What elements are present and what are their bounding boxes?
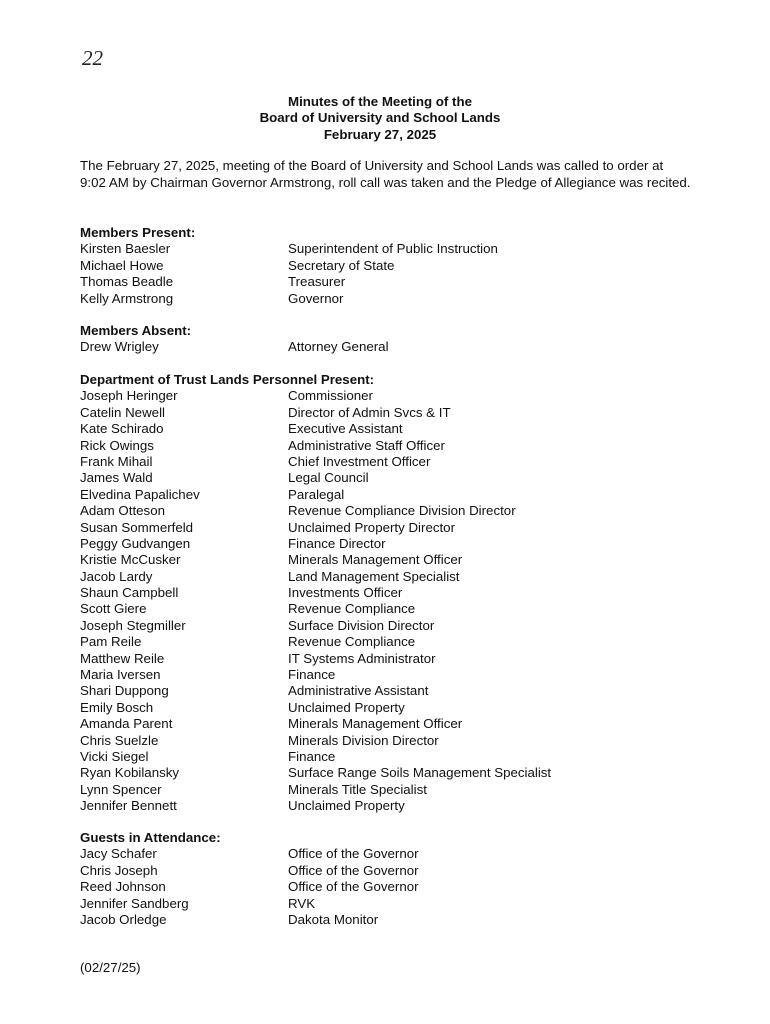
attendee-role: Finance [288,667,336,683]
attendee-name: Pam Reile [80,634,142,650]
attendee-row [80,667,720,683]
attendee-row [80,241,720,257]
attendee-name: James Wald [80,470,153,486]
attendee-name: Jacob Orledge [80,911,167,927]
attendee-name: Maria Iversen [80,667,161,683]
section-heading: Department of Trust Lands Personnel Present: [80,372,375,387]
attendee-role: Treasurer [288,274,346,290]
attendee-role: Finance Director [288,535,386,551]
attendee-row [80,782,720,798]
attendee-name: Catelin Newell [80,404,165,420]
attendee-row [80,846,720,862]
attendee-role: Secretary of State [288,257,395,273]
attendee-name: Matthew Reile [80,650,165,666]
attendee-row [80,470,720,486]
attendee-role: Minerals Management Officer [288,552,463,568]
attendee-role: Revenue Compliance [288,634,416,650]
attendee-name: Chris Joseph [80,862,158,878]
attendee-role: Land Management Specialist [288,568,460,584]
attendee-name: Peggy Gudvangen [80,535,191,551]
attendee-row [80,863,720,879]
attendee-row [80,291,720,307]
attendee-role: Investments Officer [288,585,403,601]
attendee-name: Joseph Stegmiller [80,617,186,633]
attendee-row [80,896,720,912]
attendee-name: Jennifer Bennett [80,798,177,814]
attendee-role: Superintendent of Public Instruction [288,241,498,257]
document-title [0,94,760,143]
members-present-section [80,225,720,307]
attendee-name: Michael Howe [80,257,164,273]
attendee-role: Paralegal [288,486,345,502]
attendee-role: Revenue Compliance [288,601,416,617]
attendee-row [80,405,720,421]
attendee-name: Emily Bosch [80,699,154,715]
title-line-1: Minutes of the Meeting of the [288,94,472,109]
attendee-name: Jennifer Sandberg [80,895,189,911]
attendee-role: RVK [288,895,316,911]
attendee-role: Director of Admin Svcs & IT [288,404,451,420]
title-line-3: February 27, 2025 [323,126,437,142]
attendee-role: IT Systems Administrator [288,650,436,666]
attendee-role: Office of the Governor [288,879,419,895]
attendee-role: Revenue Compliance Division Director [288,503,516,519]
attendee-name: Susan Sommerfeld [80,519,194,535]
attendee-row [80,749,720,765]
section-heading: Guests in Attendance: [80,830,221,845]
attendee-name: Drew Wrigley [80,339,159,355]
attendee-row [80,798,720,814]
attendee-row [80,765,720,781]
attendee-row [80,716,720,732]
attendee-role: Chief Investment Officer [288,453,431,469]
attendee-role: Legal Council [288,470,369,486]
attendee-role: Minerals Division Director [288,732,439,748]
title-line-2: Board of University and School Lands [259,110,501,126]
attendee-name: Ryan Kobilansky [80,765,180,781]
attendee-role: Governor [288,290,344,306]
attendee-name: Shari Duppong [80,683,169,699]
attendee-name: Kelly Armstrong [80,290,174,306]
attendee-row [80,388,720,404]
guests-section [80,830,720,928]
attendee-row [80,536,720,552]
attendee-row [80,274,720,290]
attendee-row [80,421,720,437]
attendee-role: Office of the Governor [288,846,419,862]
attendee-role: Minerals Title Specialist [288,781,427,797]
attendee-role: Finance [288,748,336,764]
attendee-role: Commissioner [288,388,373,404]
attendee-name: Frank Mihail [80,453,153,469]
intro-paragraph: The February 27, 2025, meeting of the Board of University and School Lands was called to order at 9:02 AM by Chairman Governor Armstrong, roll call was taken and the Pledge of Allegiance was recited. [80,158,691,190]
attendee-role: Dakota Monitor [288,911,379,927]
attendee-row [80,618,720,634]
attendee-row [80,700,720,716]
attendee-row [80,879,720,895]
attendee-row [80,651,720,667]
attendee-role: Administrative Assistant [288,683,429,699]
attendee-row [80,912,720,928]
attendee-name: Rick Owings [80,437,154,453]
attendee-row [80,733,720,749]
attendee-name: Reed Johnson [80,879,166,895]
attendee-name: Elvedina Papalichev [80,486,200,502]
attendee-row [80,552,720,568]
attendee-role: Unclaimed Property [288,699,405,715]
attendee-role: Attorney General [288,339,389,355]
attendee-role: Surface Division Director [288,617,435,633]
attendee-name: Lynn Spencer [80,781,162,797]
page-number: 22 [82,46,103,70]
attendee-row [80,487,720,503]
attendee-row [80,585,720,601]
attendee-name: Thomas Beadle [80,274,174,290]
attendee-role: Minerals Management Officer [288,716,463,732]
section-heading: Members Present: [80,225,196,240]
attendee-role: Administrative Staff Officer [288,437,445,453]
attendee-row [80,569,720,585]
attendee-name: Chris Suelzle [80,732,159,748]
attendee-name: Shaun Campbell [80,585,179,601]
attendee-row [80,503,720,519]
attendee-name: Jacy Schafer [80,846,157,862]
attendee-row [80,258,720,274]
attendee-name: Vicki Siegel [80,748,149,764]
attendee-row [80,634,720,650]
attendee-role: Unclaimed Property [288,798,405,814]
attendee-role: Office of the Governor [288,862,419,878]
attendee-row [80,339,720,355]
section-heading: Members Absent: [80,323,192,338]
footer-date: (02/27/25) [80,960,141,975]
attendee-name: Jacob Lardy [80,568,153,584]
personnel-present-section [80,372,720,815]
attendee-name: Amanda Parent [80,716,173,732]
attendee-name: Kristie McCusker [80,552,181,568]
attendee-name: Scott Giere [80,601,147,617]
attendee-name: Joseph Heringer [80,388,178,404]
attendee-row [80,438,720,454]
attendee-row [80,520,720,536]
attendee-name: Kirsten Baesler [80,241,171,257]
members-absent-section [80,323,720,356]
attendee-name: Adam Otteson [80,503,165,519]
attendee-name: Kate Schirado [80,421,164,437]
attendee-role: Surface Range Soils Management Specialist [288,765,552,781]
attendee-role: Unclaimed Property Director [288,519,456,535]
attendee-row [80,454,720,470]
attendee-row [80,601,720,617]
attendee-row [80,683,720,699]
attendee-role: Executive Assistant [288,421,403,437]
